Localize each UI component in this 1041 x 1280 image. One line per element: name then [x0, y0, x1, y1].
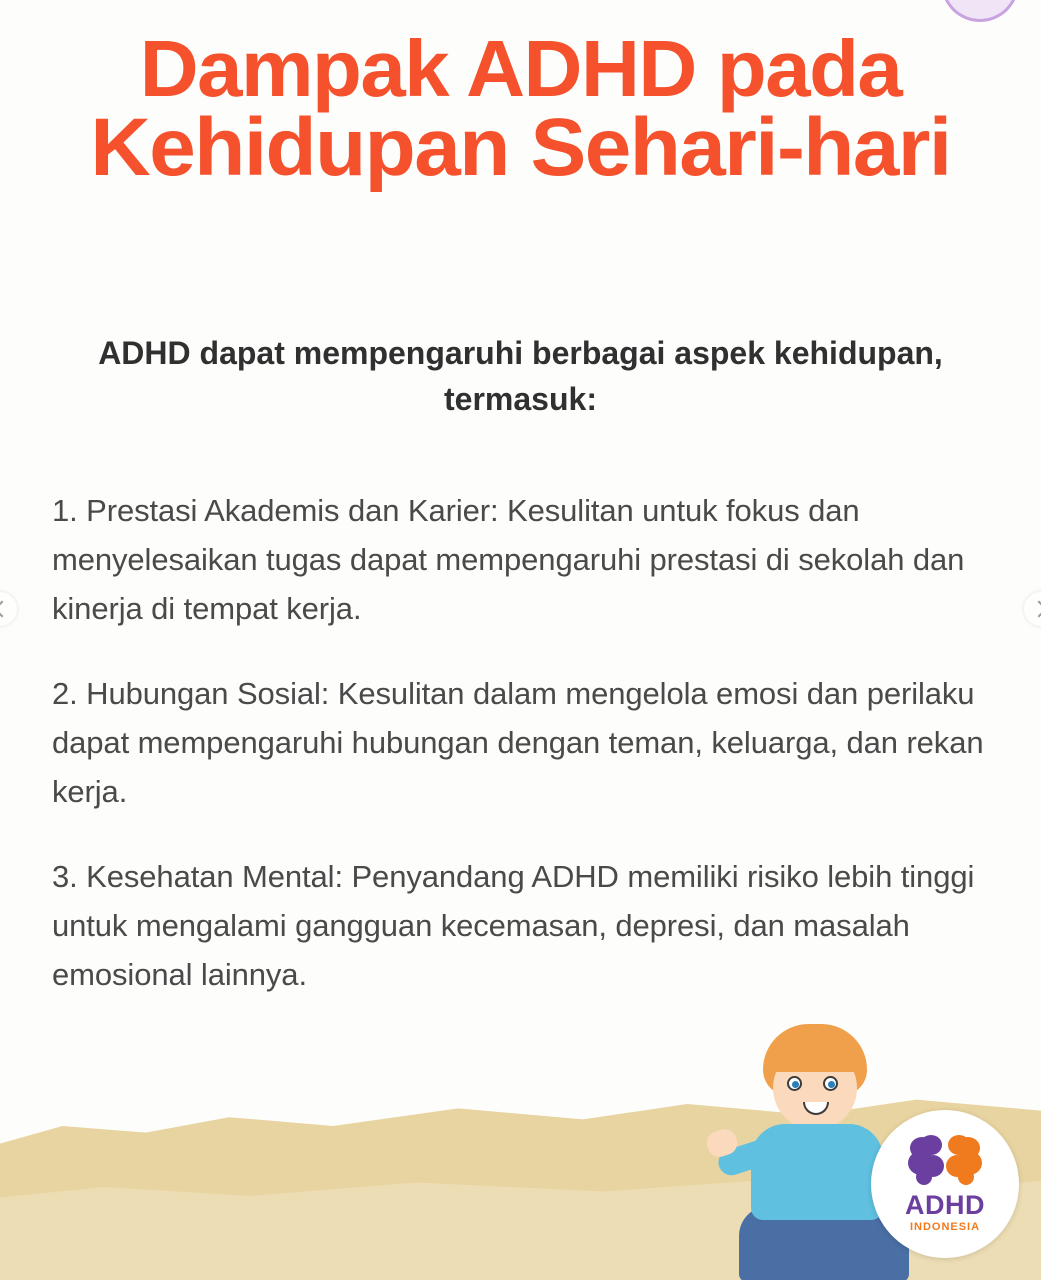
list-item: 1. Prestasi Akademis dan Karier: Kesulitan untuk fokus dan menyelesaikan tugas dapat mempengaruhi prestasi di sekolah dan kinerja di tempat kerja.	[52, 493, 965, 626]
story-bubble-decoration	[941, 0, 1019, 22]
carousel-prev-arrow-icon[interactable]	[0, 592, 17, 626]
carousel-next-arrow-icon[interactable]	[1024, 592, 1041, 626]
logo-sub-text: INDONESIA	[909, 1221, 981, 1233]
brain-right-hemisphere	[945, 1135, 982, 1187]
list-item: 3. Kesehatan Mental: Penyandang ADHD memiliki risiko lebih tinggi untuk mengalami gangguan kecemasan, depresi, dan masalah emosional lainnya.	[52, 858, 975, 992]
list-item: 2. Hubungan Sosial: Kesulitan dalam mengelola emosi dan perilaku dapat mempengaruhi hubungan dengan teman, keluarga, dan rekan kerja.	[52, 675, 984, 809]
logo-main-text: ADHD	[905, 1190, 985, 1220]
boy-hair-fringe	[765, 1038, 865, 1072]
brain-icon	[908, 1135, 982, 1189]
page-title-line-1: Dampak ADHD pada	[139, 24, 902, 113]
adhd-indonesia-logo	[871, 1110, 1019, 1258]
page-subtitle: ADHD dapat mempengaruhi berbagai aspek kehidupan, termasuk:	[98, 335, 943, 418]
brain-left-hemisphere	[908, 1135, 945, 1187]
boy-eye-right	[823, 1076, 838, 1091]
impact-list	[52, 487, 997, 1036]
page-title	[0, 24, 1041, 194]
page-title-line-2: Kehidupan Sehari-hari	[90, 102, 951, 194]
boy-eye-left	[787, 1076, 802, 1091]
